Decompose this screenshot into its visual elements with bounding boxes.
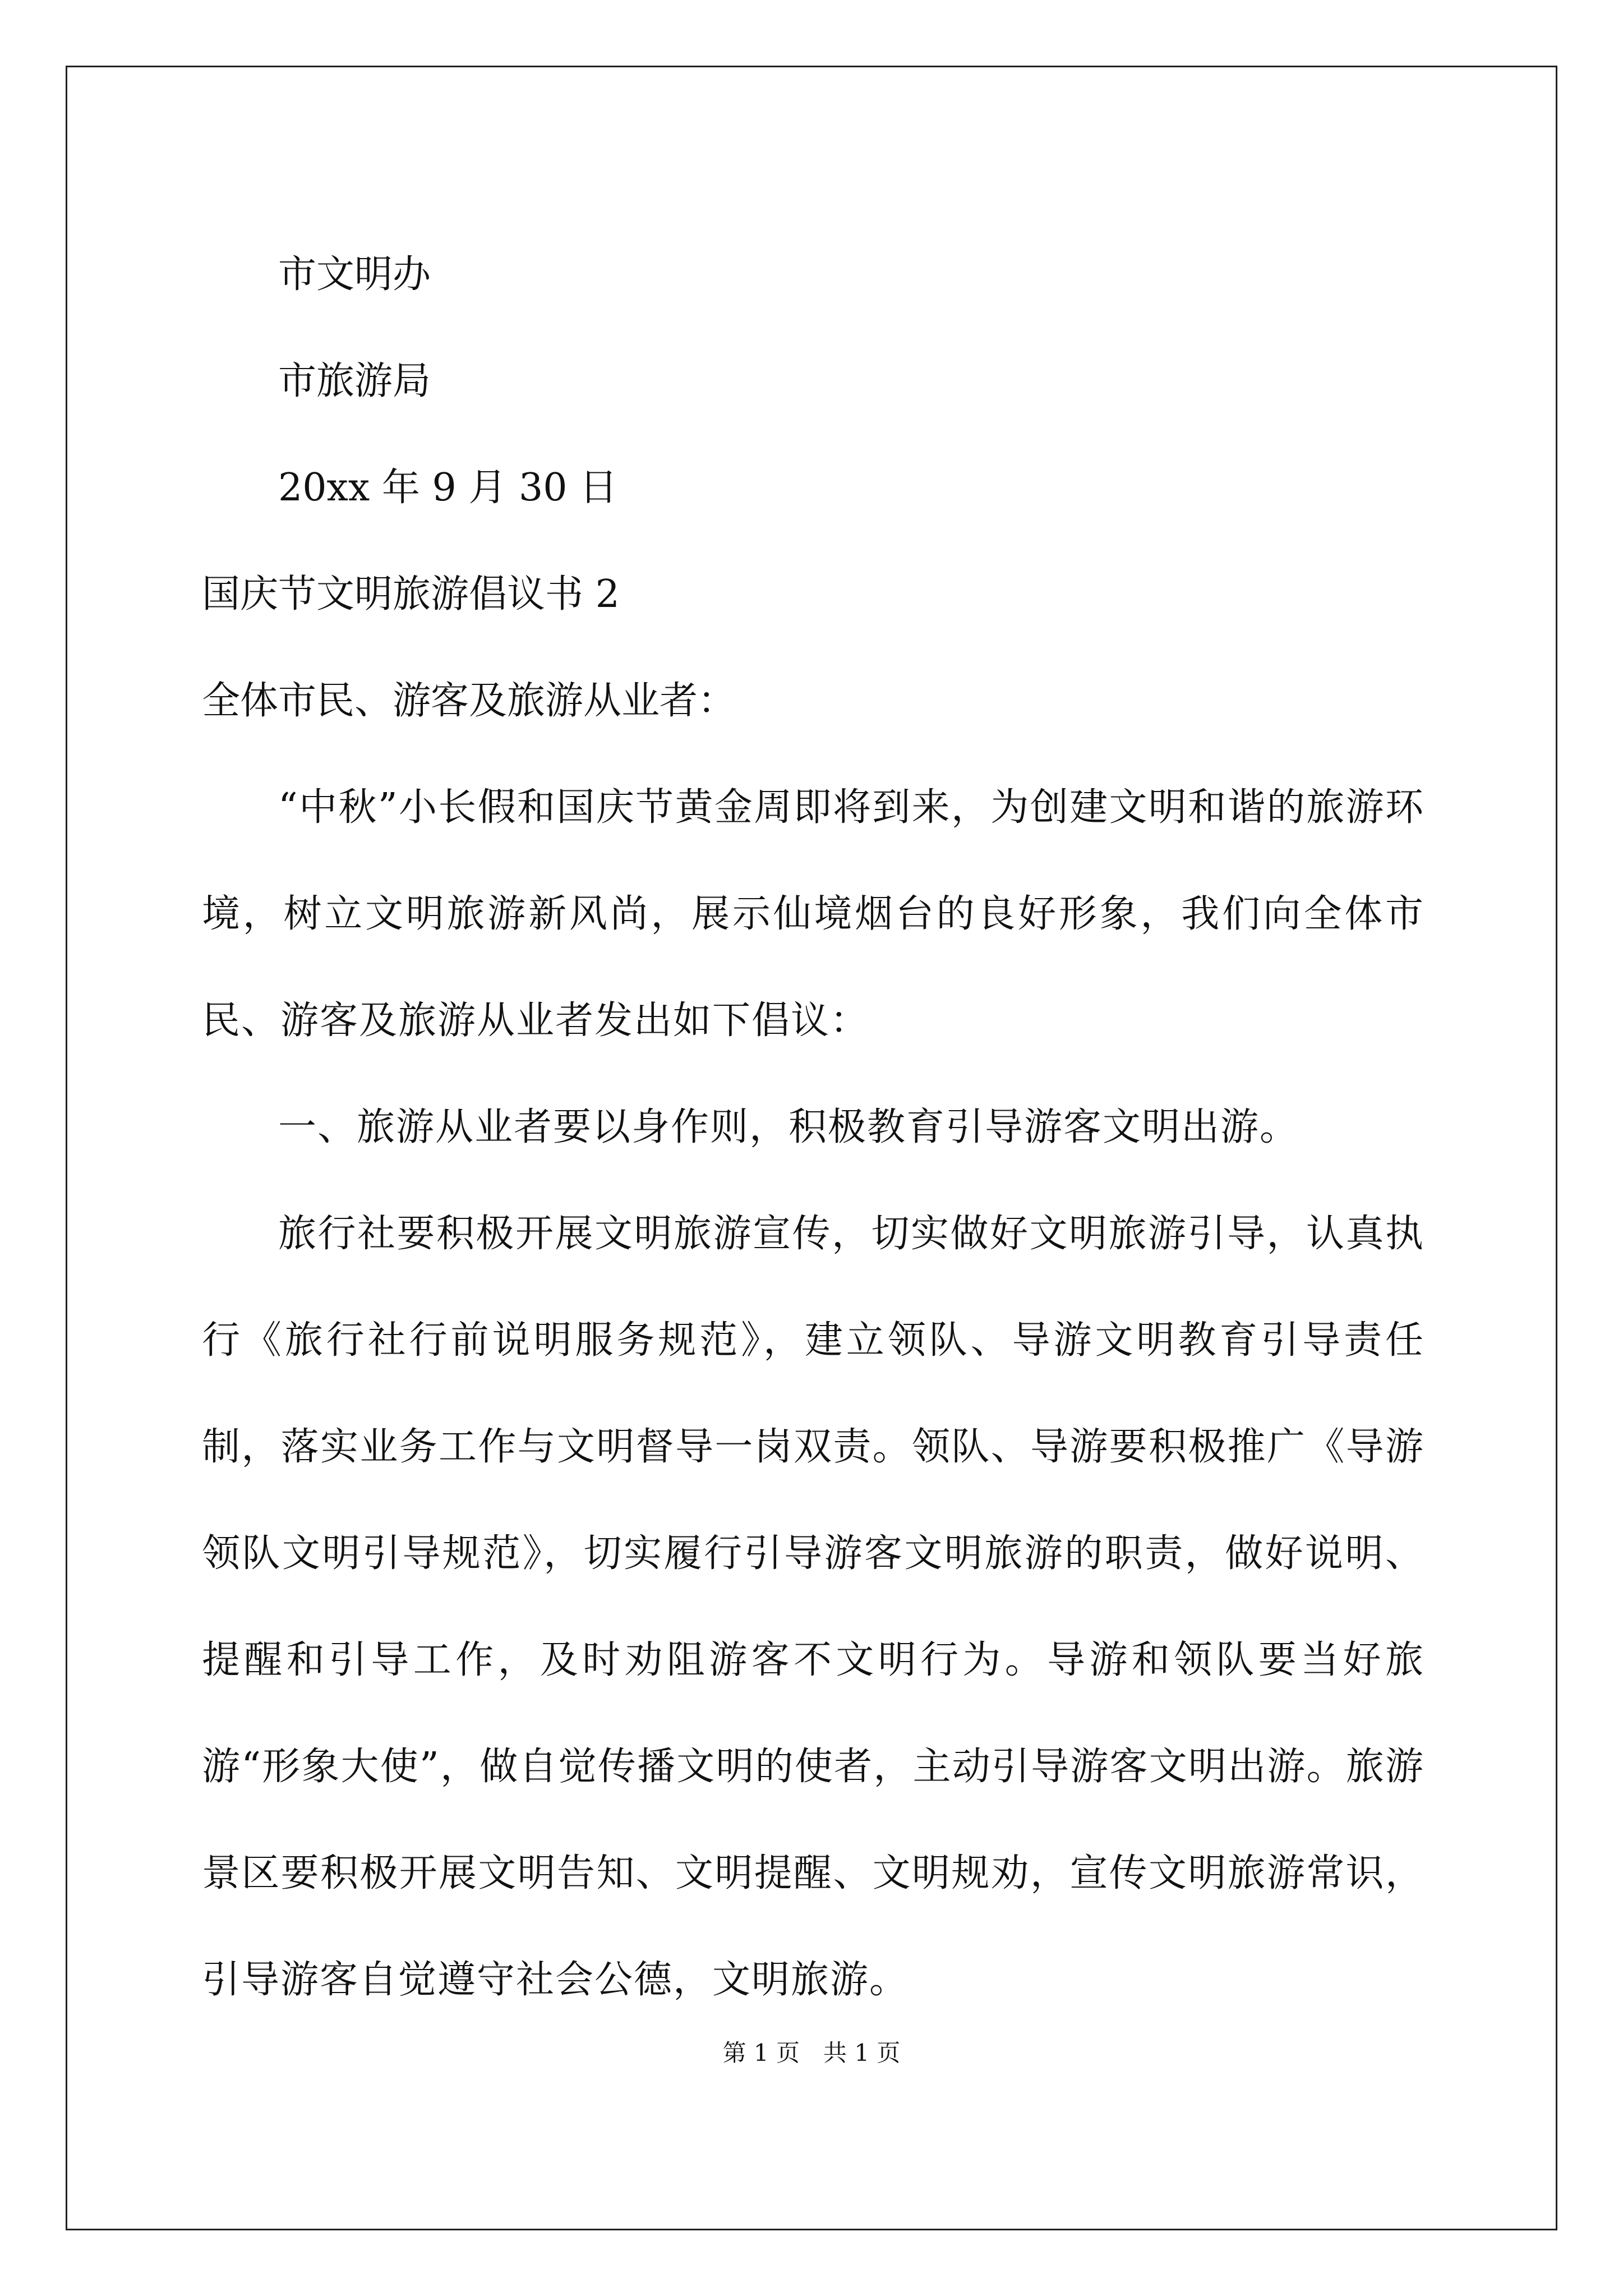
signature-org-2: 市旅游局 [278,359,431,403]
paragraph-heading-1: 一、旅游从业者要以身作则，积极教育引导游客文明出游。 [278,1105,1299,1149]
signature-date: 20xx 年 9 月 30 日 [278,466,618,510]
signature-org-1: 市文明办 [278,252,431,297]
page-footer: 第 1 页 共 1 页 [722,2039,901,2067]
paragraph-intro: “中秋”小长假和国庆节黄金周即将到来，为创建文明和谐的旅游环境，树立文明旅游新风尚，展示仙境烟台的良好形象，我们向全体市民、游客及旅游从业者发出如下倡议： [202,785,1424,1043]
document-body [202,222,1424,2033]
document-title: 国庆节文明旅游倡议书 2 [202,572,620,616]
paragraph-body-1: 旅行社要积极开展文明旅游宣传，切实做好文明旅游引导，认真执行《旅行社行前说明服务规范》，建立领队、导游文明教育引导责任制，落实业务工作与文明督导一岗双责。领队、导游要积极推广《导游领队文明引导规范》，切实履行引导游客文明旅游的职责，做好说明、提醒和引导工作，及时劝阻游客不文明行为。导游和领队要当好旅游“形象大使”，做自觉传播文明的使者，主动引导游客文明出游。旅游景区要积极开展文明告知、文明提醒、文明规劝，宣传文明旅游常识，引导游客自觉遵守社会公德，文明旅游。 [202,1212,1424,2002]
salutation: 全体市民、游客及旅游从业者： [202,679,736,723]
